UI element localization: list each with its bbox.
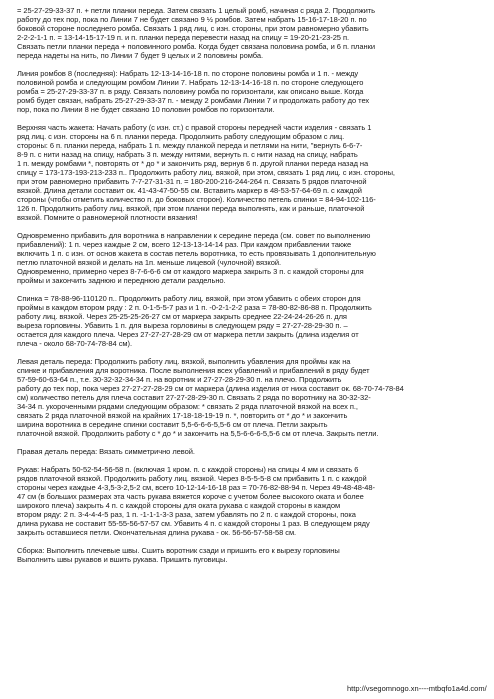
text-line: 57-59-60-63-64 п., т.е. 30-32-32-34-34 п. на воротник и 27-27-28-29-30 п. на плечо. Продолжить <box>17 375 342 384</box>
text-line: проймы и закончить заднюю и переднюю детали раздельно. <box>17 276 226 285</box>
text-line: рядов платочной вязкой. Продолжить работу лиц. вязкой. Через 8-5-5-5-8 см прибавить 1 п. с каждой <box>17 474 367 483</box>
text-line: длина рукава не составит 55-55-56-57-57 см. Убавить 4 п. с каждой стороны 1 раз. В следующем ряду <box>17 519 370 528</box>
text-line: втором ряду: 2 п. 3-4-4-4-5 раз, 1 п. -1-1-1-3-3 раза, затем убавлять по 2 п. с каждой стороны, пока <box>17 510 356 519</box>
text-line: ряд лиц. с изн. стороны на 6 п. планки переда. Продолжить работу следующим образом с лиц. <box>17 132 345 141</box>
paragraph <box>17 465 479 537</box>
text-line: петлю платочной вязкой и делать на 1п. меньше лицевой (чулочной) вязкой. <box>17 258 282 267</box>
text-line: 126 п. Продолжить работу лиц. вязкой, при этом планки переда выполнять, как и раньше, платочной <box>17 204 365 213</box>
text-line: стороны: 6 п. планки переда, набрать 1 п. между планкой переда и петлями на нити, "вернуть 6-6-7- <box>17 141 363 150</box>
text-line: закрыть оставшиеся петли. Окончательная длина рукава - ок. 56-56-57-58-58 см. <box>17 528 297 537</box>
text-line: 2-2-2-1-1 п. = 13-14-15-17-19 п. и п. планки переда перевести назад на спицу = 19-20-21-23-25 п. <box>17 33 350 42</box>
paragraph-gap <box>17 348 479 357</box>
text-line: при этом равномерно прибавить 7-7-27-31-31 п. = 180-200-216-244-264 п. Связать 5 рядов платочной <box>17 177 367 186</box>
text-line: Спинка = 78-88-96-110120 п.. Продолжить работу лиц. вязкой, при этом убавить с обеих сторон для <box>17 294 361 303</box>
paragraph <box>17 123 479 222</box>
text-line: ромб будет связан, набрать 25-27-29-33-37 п. - между 2 ромбами Линии 7 и продолжать работу до тех <box>17 96 370 105</box>
text-line: стороны (чтобы отметить количество п. до боковых сторон). Количество петель спинки = 84-94-102-116- <box>17 195 376 204</box>
text-line: 34-34 п. укороченными рядами следующим образом: * связать 2 ряда платочной вязкой на всех п., <box>17 402 358 411</box>
text-line: Сборка: Выполнить плечевые швы. Сшить воротник сзади и пришить его к вырезу горловины <box>17 546 340 555</box>
text-line: вязкой. Помните о равномерной плотности вязания! <box>17 213 198 222</box>
paragraph <box>17 294 479 348</box>
text-line: прибавлений): 1 п. через каждые 2 см, всего 12-13-13-14-14 раз. При каждом прибавлении также <box>17 240 352 249</box>
text-line: широкого плеча) закрыть 4 п. с каждой стороны для оката рукава с каждой стороны в каждом <box>17 501 341 510</box>
paragraph-gap <box>17 285 479 294</box>
text-line: остается для каждого плеча. Через 27-27-27-28-29 см от маркера петли закрыть (длина изделия от <box>17 330 359 339</box>
text-line: Левая деталь переда: Продолжить работу лиц. вязкой, выполнить убавления для проймы как на <box>17 357 351 366</box>
paragraph <box>17 69 479 114</box>
text-line: Одновременно прибавить для воротника в направлении к середине переда (см. совет по выполнению <box>17 231 371 240</box>
text-line: половиной ромба и следующим ромбом Линии 7. Набрать 12-13-14-16-18 п. по стороне следующего <box>17 78 364 87</box>
text-line: 1 п. между ромбами *, повторять от * до * и закончить ряд, вернув 6 п. другой планки переда назад на <box>17 159 369 168</box>
text-line: плеча - около 68-70-74-78-84 см). <box>17 339 132 348</box>
text-line: Верхняя часть жакета: Начать работу (с изн. ст.) с правой стороны передней части изделия - связать 1 <box>17 123 372 132</box>
text-line: стороны через каждые 4-3,5-3-2,5-2 см, всего 10-12-14-16-18 раз = 70-76-82-88-94 п. Через 49-48-48-48- <box>17 483 375 492</box>
paragraph-gap <box>17 537 479 546</box>
text-line: Выполнить швы рукавов и вшить рукава. Пришить пуговицы. <box>17 555 228 564</box>
paragraph <box>17 546 479 564</box>
paragraph-gap <box>17 438 479 447</box>
text-line: Связать петли планки переда + половинного ромба. Когда будет связана половина ромба, и 6 п. планки <box>17 42 375 51</box>
text-line: платочной вязкой. Продолжить работу с * до * и закончить на 5,5-6-6-6-5,5-6 см от плеча. Закрыть петли. <box>17 429 379 438</box>
text-line: выреза горловины. Убавить 1 п. для выреза горловины в следующем ряду = 27-27-28-29-30 п. – <box>17 321 348 330</box>
text-line: ширина воротника в середине спинки составит 5,5-6-6-6-5,5-6 см от плеча. Петли закрыть <box>17 420 328 429</box>
paragraph-gap <box>17 60 479 69</box>
text-line: работу лиц. вязкой. Через 25-25-25-26-27 см от маркера закрыть среднее 22-24-24-26-26 п. для <box>17 312 347 321</box>
text-line: Линия ромбов 8 (последняя): Набрать 12-13-14-16-18 п. по стороне половины ромба и 1 п. - между <box>17 69 359 78</box>
footer-url: http://vsegomnogo.xn----mtbqfo1a4d.com/ <box>347 684 487 693</box>
text-line: вязкой. Длина детали составит ок. 41-43-47-50-55 см. Вставить маркер в 48-53-57-64-69 п. с каждой <box>17 186 362 195</box>
text-line: пор, пока по Линии 8 не будет связано 10 половин ромбов по горизонтали. <box>17 105 275 114</box>
text-line: Рукав: Набрать 50-52-54-56-58 п. (включая 1 кром. п. с каждой стороны) на спицы 4 мм и связать 6 <box>17 465 359 474</box>
text-line: 8-9 п. с нити назад на спицу, набрать 3 п. между нитями, вернуть п. с нити назад на спицу, набрать <box>17 150 358 159</box>
text-line: спинке и прибавления для воротника. После выполнения всех убавлений и прибавлений в ряду будет <box>17 366 370 375</box>
paragraph <box>17 447 479 456</box>
paragraph <box>17 6 479 60</box>
text-line: 47 см (в больших размерах эта часть рукава вяжется короче с учетом более высокого оката и более <box>17 492 364 501</box>
document-text <box>17 6 479 564</box>
paragraph <box>17 231 479 285</box>
text-line: работу до тех пор, пока по Линии 7 не будет связано 9 ½ ромбов. Затем набрать 15-16-17-18-20 п. по <box>17 15 367 24</box>
text-line: боковой стороне последнего ромба. Связать 1 ряд лиц. с изн. стороны, при этом равномерно убавить <box>17 24 369 33</box>
text-line: проймы в каждом втором ряду : 2 п. 0-1-5-5-7 раз и 1 п. -0-2-1-2-2 раза = 78-80-82-86-88 п. Продолжить <box>17 303 372 312</box>
text-line: связать 2 ряда платочной вязкой на крайних 17-18-18-19-19 п. *, повторить от * до * и закончить <box>17 411 348 420</box>
text-line: ромба = 25-27-29-33-37 п. в ряду. Связать половину ромба по горизонтали, как описано выше. Когда <box>17 87 364 96</box>
text-line: см) количество петель для плеча составит 27-27-28-29-30 п. Связать 2 ряда по воротнику на 30-32-32- <box>17 393 371 402</box>
text-line: включить 1 п. с изн. от основ жакета в состав петель воротника, то есть провязывать 1 дополнительную <box>17 249 376 258</box>
text-line: Одновременно, примерно через 8-7-6-6-6 см от каждого маркера закрыть 3 п. с каждой стороны для <box>17 267 364 276</box>
paragraph-gap <box>17 456 479 465</box>
text-line: = 25-27-29-33-37 п. + петли планки переда. Затем связать 1 целый ромб, начиная с ряда 2. Продолжить <box>17 6 376 15</box>
paragraph <box>17 357 479 438</box>
text-line: работу до тех пор, пока через 27-27-27-28-29 см от маркера (длина изделия от ниха составит ок. 68-70-74-78-84 <box>17 384 404 393</box>
paragraph-gap <box>17 114 479 123</box>
text-line: Правая деталь переда: Вязать симметрично левой. <box>17 447 195 456</box>
paragraph-gap <box>17 222 479 231</box>
text-line: спицу = 173-173-193-213-233 п.. Продолжить работу лиц. вязкой, при этом, связать 1 ряд лиц. с изн. стороны, <box>17 168 395 177</box>
text-line: переда надеты на нить, по Линии 7 будет 9 целых и 2 половины ромба. <box>17 51 263 60</box>
